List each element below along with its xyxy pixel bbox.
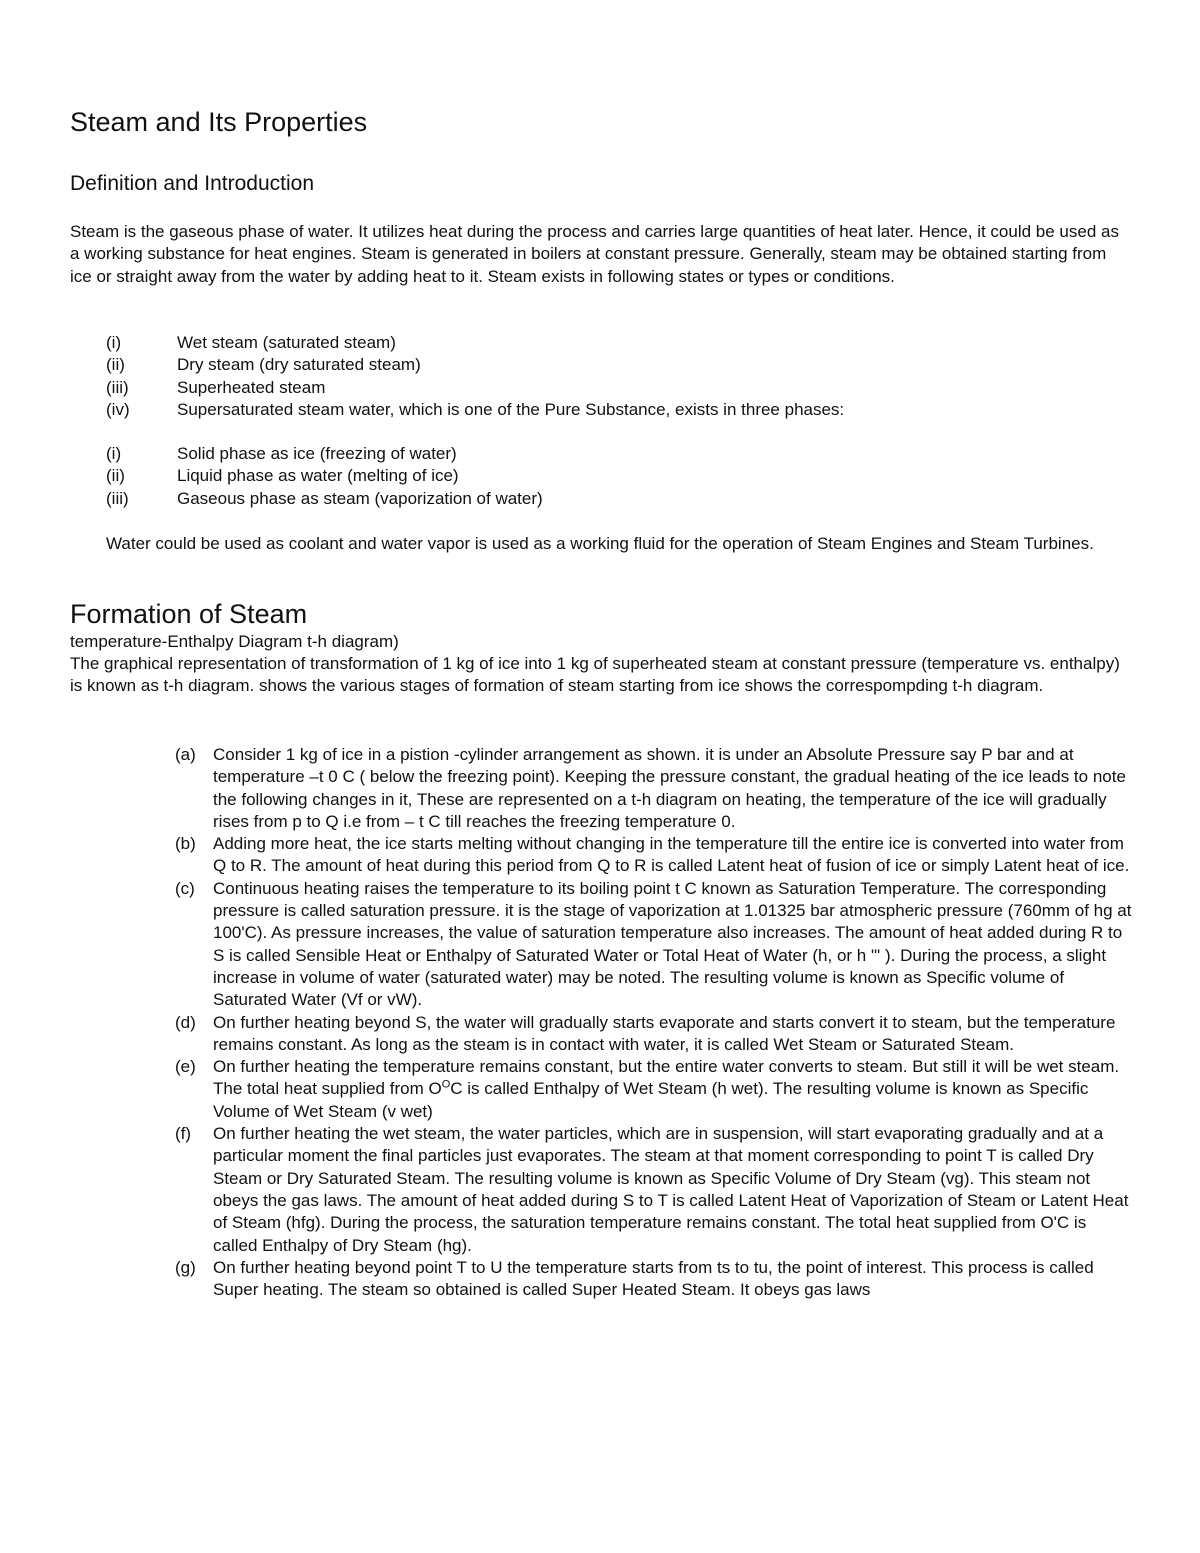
stage-text-after: C is called Enthalpy of Wet Steam (h wet). The resulting volume is known as Specific Volume of Wet Steam (v wet) xyxy=(213,1079,1089,1121)
list-text: Dry steam (dry saturated steam) xyxy=(177,355,421,375)
superscript-degree: O xyxy=(441,1078,451,1091)
list-text: Gaseous phase as steam (vaporization of water) xyxy=(177,488,543,508)
list-item xyxy=(175,833,1135,878)
list-number: (ii) xyxy=(106,355,125,375)
water-phases-list xyxy=(106,443,543,510)
water-note-paragraph: Water could be used as coolant and water vapor is used as a working fluid for the operation of Steam Engines and Steam Turbines. xyxy=(106,534,1094,553)
list-text: Continuous heating raises the temperature to its boiling point t C known as Saturation Temperature. The corresponding pressure is called saturation pressure. it is the stage of vaporization at 1.01325 bar atmospheric pressure (760mm of hg at 100'C). As pressure increases, the value of saturation temperature also increases. The amount of heat added during R to S is called Sensible Heat or Enthalpy of Saturated Water or Total Heat of Water (h, or h "' ). During the process, a slight increase in volume of water (saturated water) may be noted. The resulting volume is known as Specific volume of Saturated Water (Vf or vW). xyxy=(213,878,1132,1010)
list-number: (a) xyxy=(175,745,196,764)
list-item xyxy=(175,1257,1135,1302)
list-number: (i) xyxy=(106,444,122,463)
list-text: Liquid phase as water (melting of ice) xyxy=(177,466,459,486)
list-text: On further heating the wet steam, the water particles, which are in suspension, will start evaporating gradually and at a particular moment the final particles just evaporates. The steam at that moment corresponding to point T is called Dry Steam or Dry Saturated Steam. The resulting volume is known as Specific Volume of Dry Steam (vg). This steam not obeys the gas laws. The amount of heat added during S to T is called Latent Heat of Vaporization of Steam or Latent Heat of Steam (hfg). During the process, the saturation temperature remains constant. The total heat supplied from O'C is called Enthalpy of Dry Steam (hg). xyxy=(213,1124,1129,1255)
list-text xyxy=(213,1056,1135,1123)
list-number: (d) xyxy=(175,1012,196,1032)
list-item xyxy=(106,399,844,421)
list-number: (b) xyxy=(175,834,196,854)
list-text: Consider 1 kg of ice in a pistion -cylinder arrangement as shown. it is under an Absolute Pressure say P bar and at temperature –t 0 C ( below the freezing point). Keeping the pressure constant, the gradual heating of the ice leads to note the following changes in it, These are represented on a t-h diagram on heating, the temperature of the ice will gradually rises from p to Q i.e from – t C till reaches the freezing temperature 0. xyxy=(213,745,1126,831)
formation-heading: Formation of Steam xyxy=(70,599,308,629)
list-number: (iii) xyxy=(106,488,129,508)
list-number: (g) xyxy=(175,1257,196,1277)
list-number: (e) xyxy=(175,1057,196,1077)
list-text: Adding more heat, the ice starts melting without changing in the temperature till the entire ice is converted into water from Q to R. The amount of heat during this period from Q to R is called Latent heat of fusion of ice or simply Latent heat of ice. xyxy=(213,834,1130,876)
list-number: (ii) xyxy=(106,466,125,486)
list-item xyxy=(175,878,1135,1012)
steam-states-list xyxy=(106,332,844,421)
list-item xyxy=(175,1056,1135,1123)
section-subtitle: Definition and Introduction xyxy=(70,172,314,195)
list-item xyxy=(175,744,1135,833)
list-text: Wet steam (saturated steam) xyxy=(177,333,396,352)
list-item xyxy=(106,377,844,399)
list-text: On further heating beyond S, the water will gradually starts evaporate and starts convert it to steam, but the temperature remains constant. As long as the steam is in contact with water, it is called Wet Steam or Saturated Steam. xyxy=(213,1012,1116,1054)
list-item xyxy=(106,488,543,510)
list-text: Superheated steam xyxy=(177,377,326,397)
list-item xyxy=(106,332,844,354)
page-title: Steam and Its Properties xyxy=(70,107,368,137)
list-number: (c) xyxy=(175,878,195,898)
stage-text-before: On further heating the temperature remains constant, but the entire water converts to steam. But still it will be wet steam. The total heat supplied from O xyxy=(213,1057,1120,1099)
list-number: (i) xyxy=(106,333,122,352)
list-text: Supersaturated steam water, which is one of the Pure Substance, exists in three phases: xyxy=(177,399,845,419)
list-text: On further heating beyond point T to U the temperature starts from ts to tu, the point of interest. This process is called Super heating. The steam so obtained is called Super Heated Steam. It obeys gas laws xyxy=(213,1257,1094,1300)
diagram-caption: temperature-Enthalpy Diagram t-h diagram) xyxy=(70,632,399,651)
list-number: (iii) xyxy=(106,377,129,397)
formation-stages-list xyxy=(175,744,1135,1301)
list-number: (f) xyxy=(175,1124,192,1144)
list-item xyxy=(175,1012,1135,1057)
list-item xyxy=(175,1123,1135,1257)
list-text: Solid phase as ice (freezing of water) xyxy=(177,444,457,463)
list-number: (iv) xyxy=(106,399,130,419)
list-item xyxy=(106,354,844,376)
intro-paragraph: Steam is the gaseous phase of water. It utilizes heat during the process and carries large quantities of heat later. Hence, it could be used as a working substance for heat engines. Steam is generated in boilers at constant pressure. Generally, steam may be obtained starting from ice or straight away from the water by adding heat to it. Steam exists in following states or types or conditions. xyxy=(70,222,1119,286)
list-item xyxy=(106,465,543,487)
formation-intro-paragraph: The graphical representation of transformation of 1 kg of ice into 1 kg of superheated steam at constant pressure (temperature vs. enthalpy) is known as t-h diagram. shows the various stages of formation of steam starting from ice shows the correspompding t-h diagram. xyxy=(70,654,1120,696)
list-item xyxy=(106,443,543,465)
